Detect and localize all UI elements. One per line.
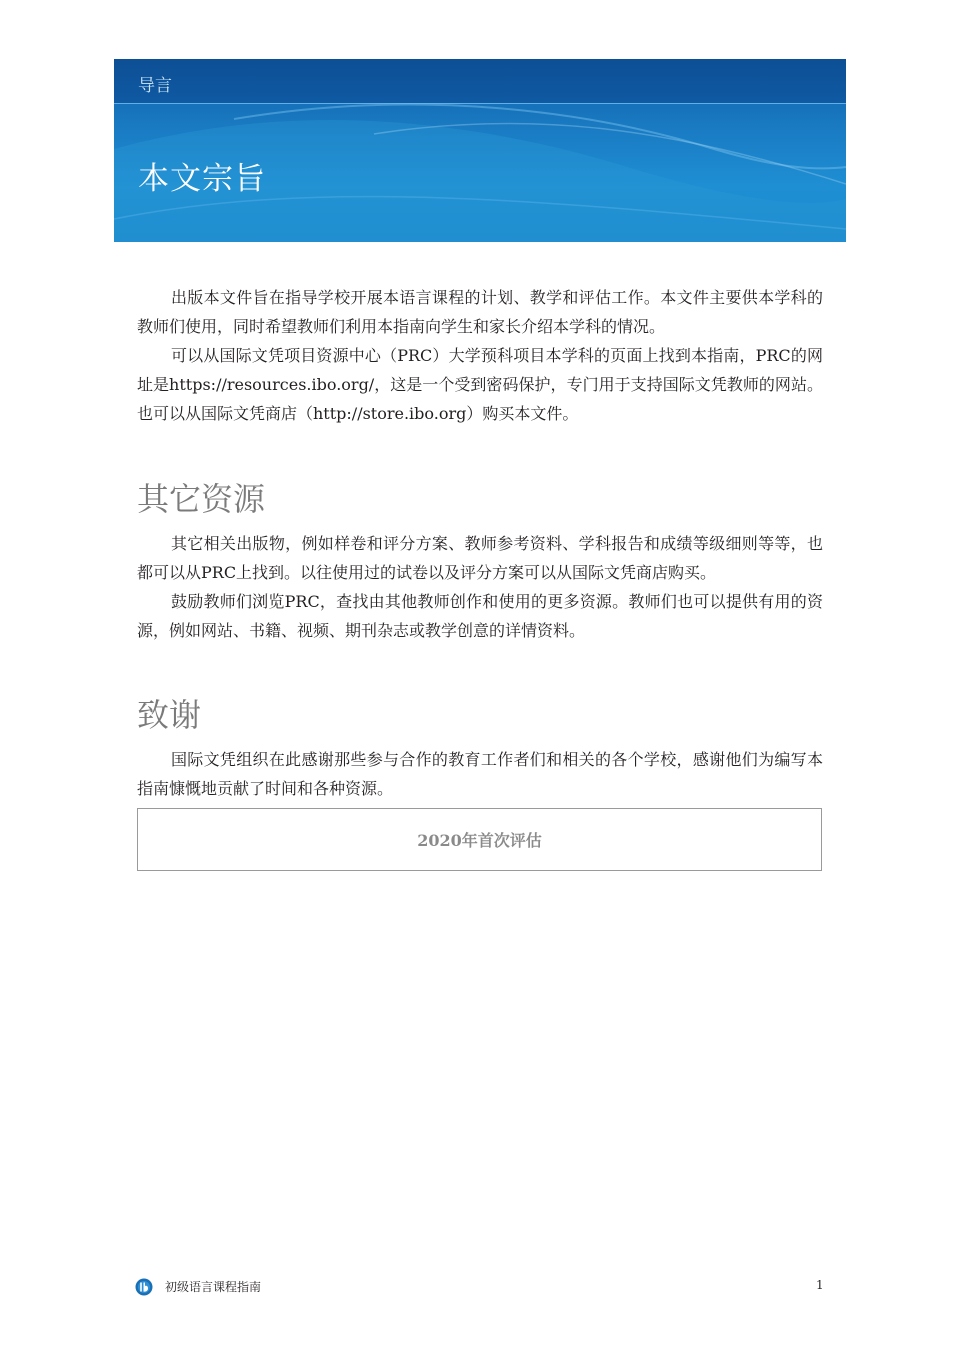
evaluation-box	[137, 808, 822, 871]
section-label: 导言	[138, 76, 172, 96]
page-title: 本文宗旨	[138, 161, 266, 197]
footer-title: 初级语言课程指南	[165, 1280, 262, 1294]
ib-logo-icon	[135, 1278, 153, 1296]
intro-paragraph: 出版本文件旨在指导学校开展本语言课程的计划、教学和评估工作。本文件主要供本学科的教师们使用，同时希望教师们利用本指南向学生和家长介绍本学科的情况。	[137, 288, 823, 336]
resources-section	[137, 529, 823, 645]
intro-section	[137, 283, 823, 428]
thanks-heading: 致谢	[137, 696, 202, 734]
intro-paragraph: 可以从国际文凭项目资源中心（PRC）大学预科项目本学科的页面上找到本指南，PRC的网址是https://resources.ibo.org/，这是一个受到密码保护，专门用于支持国际文凭教师的网站。也可以从国际文凭商店（http://store.ibo.org）购买本文件。	[137, 346, 823, 423]
resources-paragraph: 鼓励教师们浏览PRC，查找由其他教师创作和使用的更多资源。教师们也可以提供有用的资源，例如网站、书籍、视频、期刊杂志或教学创意的详情资料。	[137, 592, 823, 640]
header-banner	[114, 59, 846, 242]
evaluation-text: 2020年首次评估	[417, 831, 542, 850]
resources-heading: 其它资源	[137, 480, 266, 518]
thanks-section	[137, 745, 823, 803]
banner-wave-decoration	[114, 59, 846, 242]
page-number: 1	[816, 1278, 824, 1292]
resources-paragraph: 其它相关出版物，例如样卷和评分方案、教师参考资料、学科报告和成绩等级细则等等，也都可以从PRC上找到。以往使用过的试卷以及评分方案可以从国际文凭商店购买。	[137, 534, 823, 582]
thanks-paragraph: 国际文凭组织在此感谢那些参与合作的教育工作者们和相关的各个学校，感谢他们为编写本指南慷慨地贡献了时间和各种资源。	[137, 750, 823, 798]
